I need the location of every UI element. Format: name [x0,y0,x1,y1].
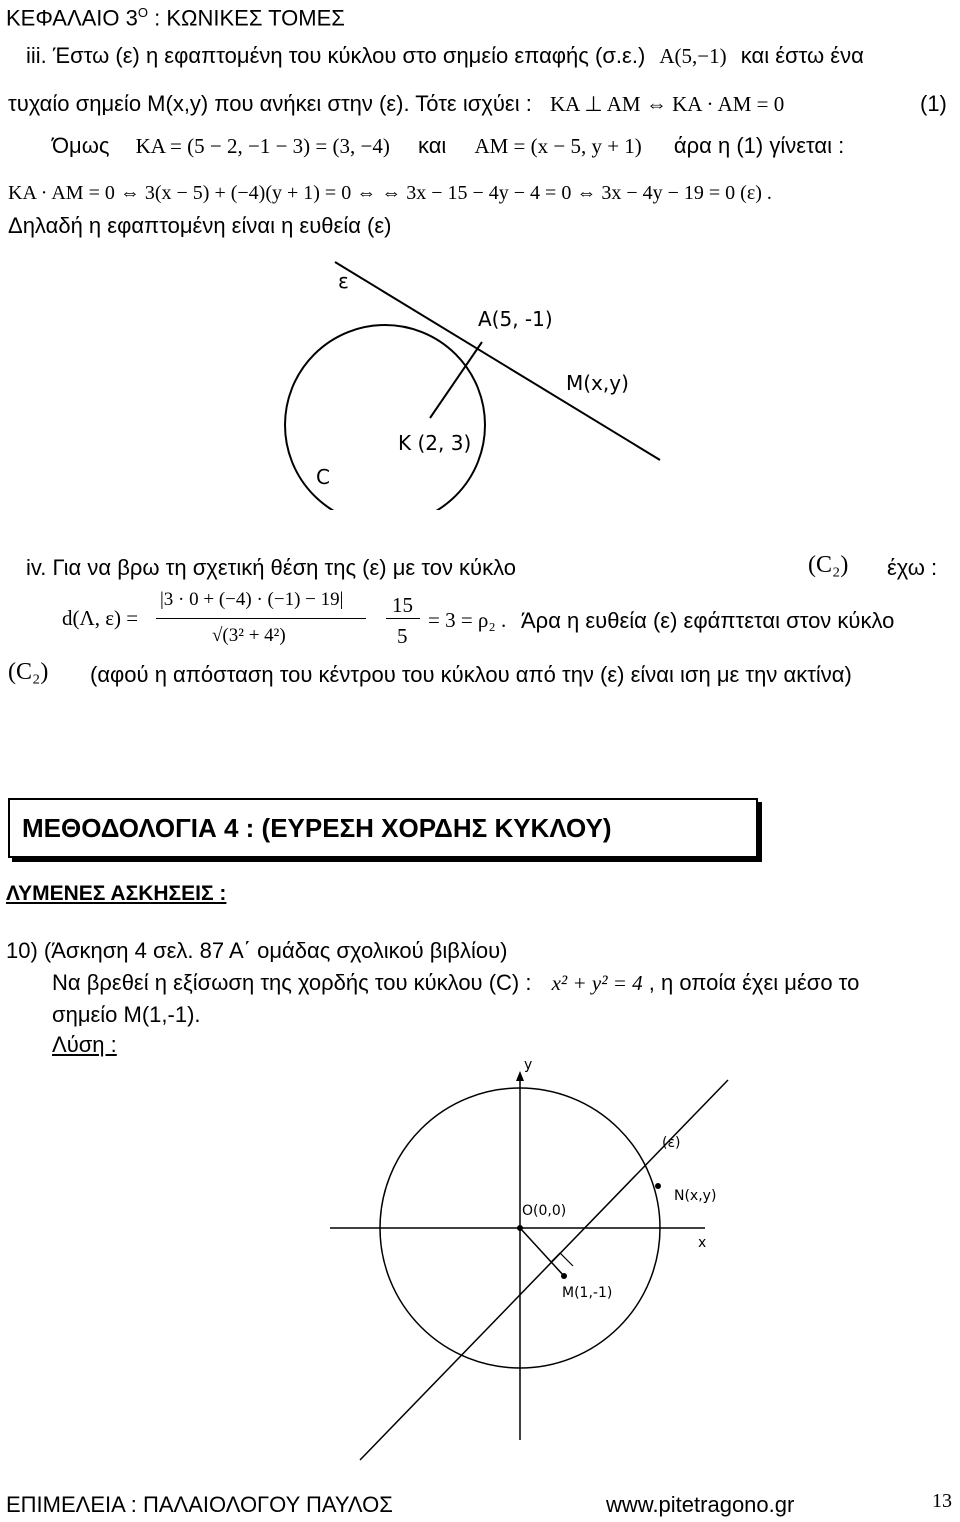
label-eps-2: (ε) [662,1135,681,1151]
fraction-5: 5 [397,624,408,648]
tangent-diagram [0,250,960,510]
vector-am: AM = (x − 5, y + 1) [474,134,642,158]
right-angle-mark [551,1253,573,1266]
tangent-line-eps [335,262,660,460]
distance-lhs: d(Λ, ε) = [62,606,139,630]
label-x: x [698,1235,707,1251]
fraction-15: 15 [392,593,413,617]
solved-exercises-heading: ΛΥΜΕΝΕΣ ΑΣΚΗΣΕΙΣ : [6,882,227,905]
label-y: y [524,1057,533,1073]
iv-line1 [26,557,516,579]
exercise-line3: σημείο Μ(1,-1). [52,1002,201,1027]
label-point-m: Μ(x,y) [566,371,629,395]
y-axis-arrow [516,1071,524,1081]
iv-reason: (αφού η απόσταση του κέντρου του κύκλου από την (ε) είναι ιση με την ακτίνα) [90,662,852,687]
chord-diagram [0,1045,960,1465]
chapter-subtitle: : ΚΩΝΙΚΕΣ ΤΟΜΕΣ [148,5,345,31]
distance-fraction-bar [156,618,366,619]
iv-line1-text: iv. Για να βρω τη σχετική θέση της (ε) με τον κύκλο [26,555,516,580]
iii-conclusion: Δηλαδή η εφαπτομένη είναι η ευθεία (ε) [8,213,392,238]
distance-result: = 3 = ρ₂ . [428,608,507,632]
label-point-a: Α(5, -1) [478,307,553,331]
label-m: M(1,-1) [562,1285,613,1301]
iii-line1-text: iii. Έστω (ε) η εφαπτομένη του κύκλου στο σημείο επαφής (σ.ε.) [26,43,646,68]
point-m [561,1273,567,1279]
point-n [655,1183,661,1189]
chapter-title [6,6,345,29]
segment-om [520,1228,564,1276]
iii-line1 [26,45,864,67]
perpendicular-condition: KA ⊥ AM ⇔ KA · AM = 0 [549,92,785,116]
exercise-text: Να βρεθεί η εξίσωση της χορδής του κύκλου (C) : [52,970,532,995]
iv-line1-end: έχω : [887,555,938,580]
iii-line2 [8,93,784,115]
iii-line2-text: τυχαίο σημείο Μ(x,y) που ανήκει στην (ε). Τότε ισχύει : [8,91,532,116]
circle-equation: x² + y² = 4 [551,971,643,995]
label-circle-c: C [316,465,330,489]
label-n: N(x,y) [674,1188,717,1204]
point-a-expr: A(5,−1) [659,44,727,68]
iii-line3-end: άρα η (1) γίνεται : [673,133,845,158]
iii-line3 [52,135,844,157]
distance-denominator: √(3² + 4²) [212,625,286,646]
page-number: 13 [932,1490,952,1512]
chapter-title-sup: Ο [137,5,149,20]
circle-c2-ref: (C₂) [808,552,849,578]
exercise-text-end: , η οποία έχει μέσο το [648,970,860,995]
exercise-line2 [52,972,859,994]
iv-tangent-text: Άρα η ευθεία (ε) εφάπτεται στον κύκλο [521,608,895,633]
distance-numerator: |3 · 0 + (−4) · (−1) − 19| [160,589,344,610]
vector-ka: KA = (5 − 2, −1 − 3) = (3, −4) [135,134,390,158]
methodology-box [8,798,758,858]
chapter-title-text: ΚΕΦΑΛΑΙΟ 3 [6,5,138,31]
solution-label: Λύση : [52,1032,117,1057]
methodology-title: ΜΕΘΟΔΟΛΟΓΙΑ 4 : (ΕΥΡΕΣΗ ΧΟΡΔΗΣ ΚΥΚΛΟΥ) [22,813,612,843]
point-o [517,1225,523,1231]
tangent-derivation: KA · AM = 0 ⇔ 3(x − 5) + (−4)(y + 1) = 0 ⇔ ⇔ 3x − 15 − 4y − 4 = 0 ⇔ 3x − 4y − 19 = 0 (ε) . [8,182,772,204]
iii-line3-and: και [417,133,447,158]
footer-website[interactable]: www.pitetragono.gr [606,1492,795,1517]
footer-author: ΕΠΙΜΕΛΕΙΑ : ΠΑΛΑΙΟΛΟΓΟΥ ΠΑΥΛΟΣ [6,1492,393,1517]
iii-line1-end: και έστω ένα [740,43,864,68]
circle-c2-ref-2: (C₂) [8,659,49,685]
iii-line3-text: Όμως [52,133,110,158]
exercise-title: 10) (Άσκηση 4 σελ. 87 Α΄ ομάδας σχολικού βιβλίου) [6,938,508,963]
circle-c [285,325,485,510]
label-eps: ε [338,269,349,293]
label-center-k: Κ (2, 3) [398,431,472,455]
label-o: O(0,0) [522,1203,567,1219]
fraction-15-5-bar [386,618,420,619]
eq-number-1: (1) [920,91,947,116]
